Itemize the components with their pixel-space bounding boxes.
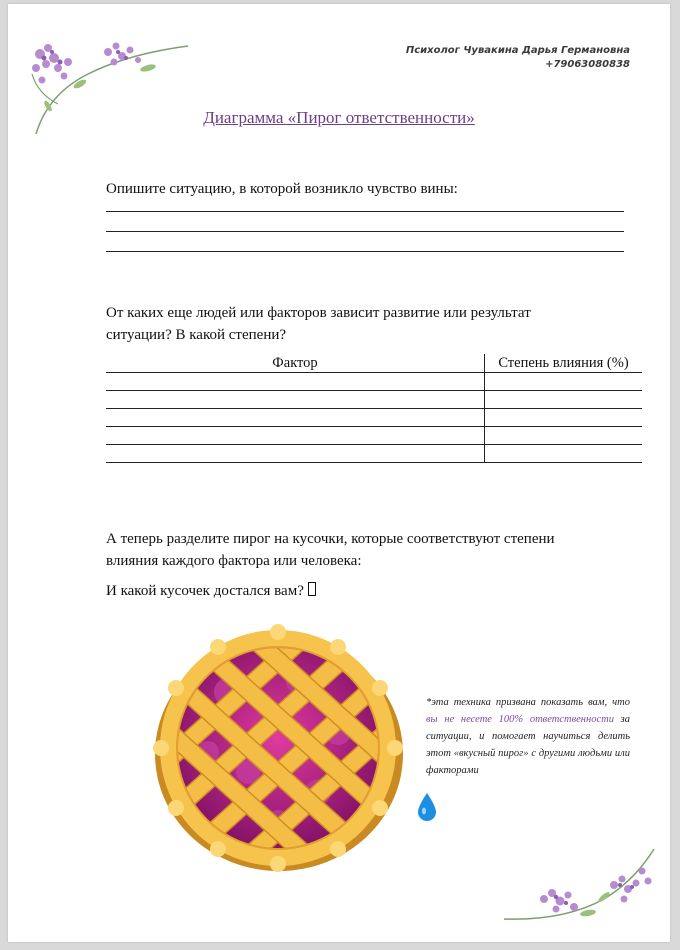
- table-cell: [106, 373, 485, 391]
- table-cell: [106, 445, 485, 463]
- author-name: Психолог Чувакина Дарья Германовна: [405, 45, 630, 56]
- question-your-piece-text: И какой кусочек достался вам?: [106, 583, 308, 599]
- water-drop-icon: [416, 792, 438, 822]
- question-your-piece: [106, 580, 576, 602]
- pie-illustration: [148, 622, 410, 874]
- question-divide-pie: А теперь разделите пирог на кусочки, которые соответствуют степени влияния каждого фактора или человека:: [106, 531, 555, 569]
- question-factors: От каких еще людей или факторов зависит развитие или результат ситуации? В какой степени?: [106, 305, 531, 343]
- note-highlight: вы не несете 100% ответственности: [426, 714, 614, 725]
- table-header-row: [106, 354, 642, 373]
- factors-table: [106, 354, 642, 463]
- author-phone: +79063080838: [545, 59, 630, 70]
- note-text-start: *эта техника призвана показать вам, что: [426, 697, 630, 708]
- technique-note: [426, 694, 630, 779]
- table-cell: [485, 391, 643, 409]
- answer-line: [106, 251, 624, 252]
- table-cell: [106, 391, 485, 409]
- answer-line: [106, 231, 624, 232]
- table-row: [106, 391, 642, 409]
- missing-glyph-icon: [308, 582, 316, 596]
- table-row: [106, 445, 642, 463]
- author-info: [406, 44, 630, 72]
- question-situation: Опишите ситуацию, в которой возникло чувство вины:: [106, 181, 458, 197]
- table-row: [106, 373, 642, 391]
- header-factor: Фактор: [106, 354, 485, 373]
- document-page: [8, 4, 670, 942]
- lilac-flower-decoration-bottom: [504, 849, 664, 939]
- note-text-end: за ситуации, и помогает научиться делить этот «вкусный пирог» с другими людьми или факторами: [426, 714, 630, 776]
- table-cell: [485, 373, 643, 391]
- page-title: Диаграмма «Пирог ответственности»: [203, 108, 475, 127]
- table-cell: [106, 409, 485, 427]
- table-cell: [485, 409, 643, 427]
- header-influence: Степень влияния (%): [485, 354, 643, 373]
- table-cell: [106, 427, 485, 445]
- table-row: [106, 409, 642, 427]
- table-row: [106, 427, 642, 445]
- table-cell: [485, 445, 643, 463]
- answer-line: [106, 211, 624, 212]
- table-cell: [485, 427, 643, 445]
